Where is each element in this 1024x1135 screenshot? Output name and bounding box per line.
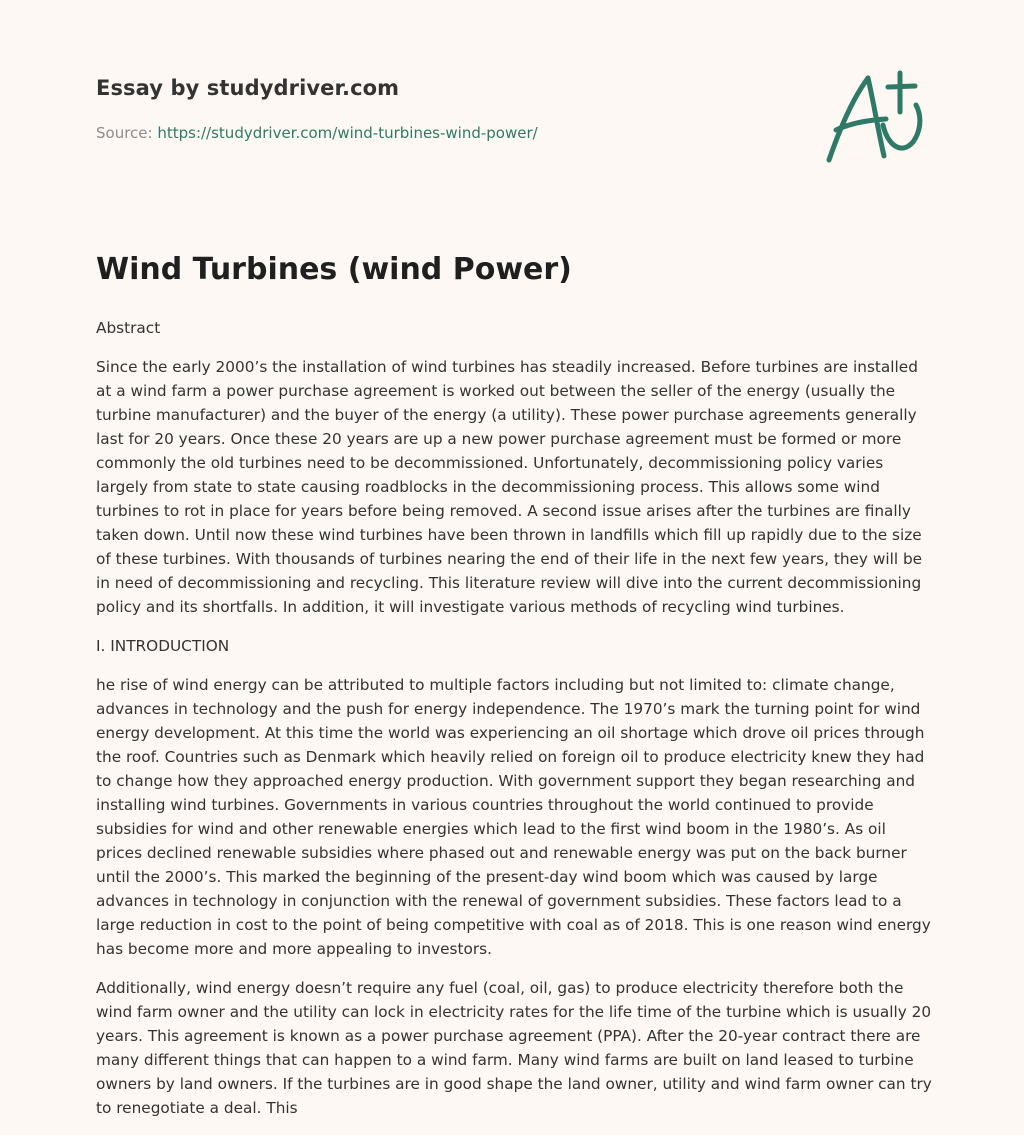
essay-title: Wind Turbines (wind Power) xyxy=(96,252,572,287)
abstract-paragraph: Since the early 2000’s the installation of wind turbines has steadily increased. Before turbines are installed at a wind farm a power purchase agreement is worked out between the seller of the energy (usually the turbine manufacturer) and the buyer of the energy (a utility). These power purchase agreements generally last for 20 years. Once these 20 years are up a new power purchase agreement must be formed or more commonly the old turbines need to be decommissioned. Unfortunately, decommissioning policy varies largely from state to state causing roadblocks in the decommissioning process. This allows some wind turbines to rot in place for years before being removed. A second issue arises after the turbines are finally taken down. Until now these wind turbines have been thrown in landfills which fill up rapidly due to the size of these turbines. With thousands of turbines nearing the end of their life in the next few years, they will be in need of decommissioning and recycling. This literature review will dive into the current decommissioning policy and its shortfalls. In addition, it will investigate various methods of recycling wind turbines. xyxy=(96,358,923,616)
section-heading-introduction: I. INTRODUCTION xyxy=(96,637,230,655)
essay-body xyxy=(96,316,932,1135)
intro-paragraph: Additionally, wind energy doesn’t require any fuel (coal, oil, gas) to produce electricity therefore both the wind farm owner and the utility can lock in electricity rates for the life time of the turbine which is usually 20 years. This agreement is known as a power purchase agreement (PPA). After the 20-year contract there are many different things that can happen to a wind farm. Many wind farms are built on land leased to turbine owners by land owners. If the turbines are in good shape the land owner, utility and wind farm owner can try to renegotiate a deal. This xyxy=(96,979,932,1117)
source-line xyxy=(96,124,538,142)
intro-paragraph: he rise of wind energy can be attributed to multiple factors including but not limited to: climate change, advances in technology and the push for energy independence. The 1970’s mark the turning point for wind energy development. At this time the world was experiencing an oil shortage which drove oil prices through the roof. Countries such as Denmark which heavily relied on foreign oil to produce electricity knew they had to change how they approached energy production. With government support they began researching and installing wind turbines. Governments in various countries throughout the world continued to provide subsidies for wind and other renewable energies which lead to the first wind boom in the 1980’s. As oil prices declined renewable subsidies where phased out and renewable energy was put on the back burner until the 2000’s. This marked the beginning of the present-day wind boom which was caused by large advances in technology in conjunction with the renewal of government subsidies. These factors lead to a large reduction in cost to the point of being competitive with coal as of 2018. This is one reason wind energy has become more and more appealing to investors. xyxy=(96,676,931,958)
abstract-heading: Abstract xyxy=(96,319,161,337)
a-plus-logo-icon xyxy=(816,62,934,172)
site-brand: Essay by studydriver.com xyxy=(96,76,400,100)
source-label: Source: xyxy=(96,124,158,142)
source-link[interactable]: https://studydriver.com/wind-turbines-wind-power/ xyxy=(157,124,538,142)
